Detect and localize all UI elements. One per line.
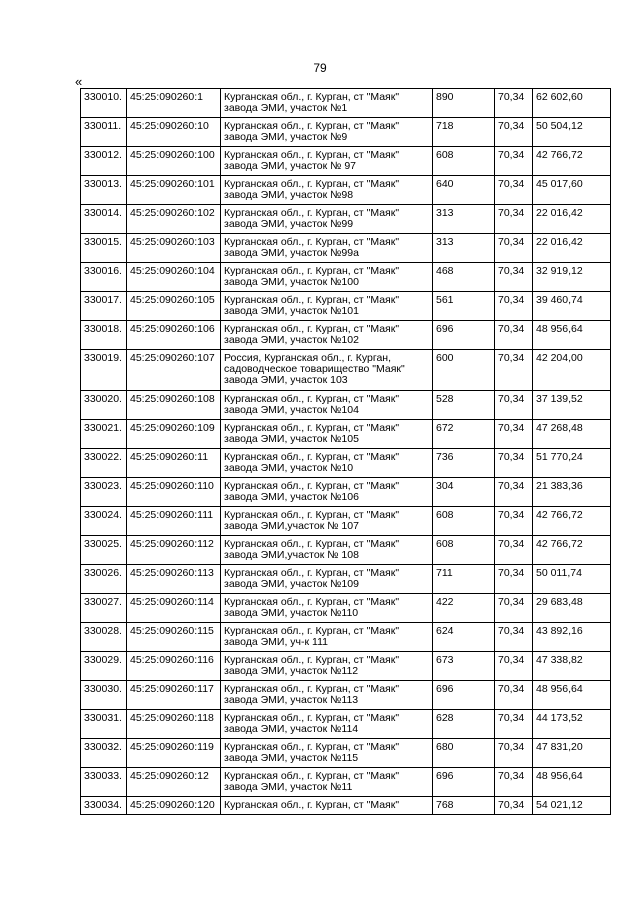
value-cell: 39 460,74 [533,292,611,321]
area-cell: 736 [433,449,495,478]
value-cell: 42 766,72 [533,147,611,176]
area-cell: 304 [433,478,495,507]
row-number-cell: 330023. [81,478,127,507]
rate-cell: 70,34 [495,391,533,420]
table-row [81,710,611,739]
table-row [81,350,611,391]
table-row [81,118,611,147]
row-number-cell: 330016. [81,263,127,292]
row-number-cell: 330013. [81,176,127,205]
table-row [81,565,611,594]
cadastral-number-cell: 45:25:090260:104 [127,263,221,292]
table-row [81,594,611,623]
row-number-cell: 330012. [81,147,127,176]
table-row [81,623,611,652]
table-row [81,536,611,565]
address-cell: Курганская обл., г. Курган, ст "Маяк" завода ЭМИ, участок №100 [221,263,433,292]
value-cell: 51 770,24 [533,449,611,478]
area-cell: 624 [433,623,495,652]
table-row [81,478,611,507]
land-plots-table [80,88,611,815]
cadastral-number-cell: 45:25:090260:11 [127,449,221,478]
address-cell: Курганская обл., г. Курган, ст "Маяк" завода ЭМИ, участок №110 [221,594,433,623]
area-cell: 696 [433,768,495,797]
rate-cell: 70,34 [495,739,533,768]
area-cell: 640 [433,176,495,205]
row-number-cell: 330029. [81,652,127,681]
rate-cell: 70,34 [495,263,533,292]
cadastral-number-cell: 45:25:090260:120 [127,797,221,815]
value-cell: 47 338,82 [533,652,611,681]
cadastral-number-cell: 45:25:090260:12 [127,768,221,797]
address-cell: Курганская обл., г. Курган, ст "Маяк" завода ЭМИ, участок № 97 [221,147,433,176]
row-number-cell: 330018. [81,321,127,350]
cadastral-number-cell: 45:25:090260:114 [127,594,221,623]
table-row [81,205,611,234]
rate-cell: 70,34 [495,292,533,321]
cadastral-number-cell: 45:25:090260:119 [127,739,221,768]
address-cell: Курганская обл., г. Курган, ст "Маяк" завода ЭМИ, участок №102 [221,321,433,350]
address-cell: Курганская обл., г. Курган, ст "Маяк" завода ЭМИ, участок №114 [221,710,433,739]
value-cell: 48 956,64 [533,768,611,797]
cadastral-number-cell: 45:25:090260:10 [127,118,221,147]
cadastral-number-cell: 45:25:090260:113 [127,565,221,594]
rate-cell: 70,34 [495,710,533,739]
cadastral-number-cell: 45:25:090260:116 [127,652,221,681]
area-cell: 718 [433,118,495,147]
cadastral-number-cell: 45:25:090260:117 [127,681,221,710]
value-cell: 22 016,42 [533,205,611,234]
area-cell: 608 [433,147,495,176]
address-cell: Курганская обл., г. Курган, ст "Маяк" завода ЭМИ, участок №109 [221,565,433,594]
rate-cell: 70,34 [495,205,533,234]
rate-cell: 70,34 [495,176,533,205]
value-cell: 47 268,48 [533,420,611,449]
address-cell: Курганская обл., г. Курган, ст "Маяк" завода ЭМИ, участок №113 [221,681,433,710]
area-cell: 672 [433,420,495,449]
row-number-cell: 330011. [81,118,127,147]
cadastral-number-cell: 45:25:090260:112 [127,536,221,565]
area-cell: 711 [433,565,495,594]
table-row [81,507,611,536]
value-cell: 42 204,00 [533,350,611,391]
value-cell: 42 766,72 [533,536,611,565]
rate-cell: 70,34 [495,797,533,815]
table-row [81,147,611,176]
cadastral-number-cell: 45:25:090260:109 [127,420,221,449]
rate-cell: 70,34 [495,681,533,710]
row-number-cell: 330026. [81,565,127,594]
address-cell: Курганская обл., г. Курган, ст "Маяк" завода ЭМИ, участок №105 [221,420,433,449]
cadastral-number-cell: 45:25:090260:1 [127,89,221,118]
value-cell: 42 766,72 [533,507,611,536]
table-row [81,89,611,118]
row-number-cell: 330020. [81,391,127,420]
area-cell: 608 [433,507,495,536]
address-cell: Курганская обл., г. Курган, ст "Маяк" завода ЭМИ, участок №99а [221,234,433,263]
table-row [81,768,611,797]
opening-quote-mark: « [75,74,83,89]
row-number-cell: 330030. [81,681,127,710]
cadastral-number-cell: 45:25:090260:105 [127,292,221,321]
rate-cell: 70,34 [495,321,533,350]
row-number-cell: 330034. [81,797,127,815]
rate-cell: 70,34 [495,478,533,507]
rate-cell: 70,34 [495,89,533,118]
value-cell: 48 956,64 [533,681,611,710]
table-row [81,739,611,768]
cadastral-number-cell: 45:25:090260:107 [127,350,221,391]
area-cell: 468 [433,263,495,292]
area-cell: 673 [433,652,495,681]
cadastral-number-cell: 45:25:090260:115 [127,623,221,652]
address-cell: Курганская обл., г. Курган, ст "Маяк" завода ЭМИ, участок №106 [221,478,433,507]
value-cell: 37 139,52 [533,391,611,420]
rate-cell: 70,34 [495,449,533,478]
rate-cell: 70,34 [495,768,533,797]
cadastral-number-cell: 45:25:090260:111 [127,507,221,536]
table-row [81,449,611,478]
cadastral-number-cell: 45:25:090260:108 [127,391,221,420]
address-cell: Курганская обл., г. Курган, ст "Маяк" завода ЭМИ,участок № 107 [221,507,433,536]
cadastral-number-cell: 45:25:090260:110 [127,478,221,507]
area-cell: 628 [433,710,495,739]
row-number-cell: 330019. [81,350,127,391]
address-cell: Россия, Курганская обл., г. Курган, садоводческое товарищество "Маяк" завода ЭМИ, участок 103 [221,350,433,391]
area-cell: 696 [433,681,495,710]
table-body [81,89,611,815]
row-number-cell: 330033. [81,768,127,797]
cadastral-number-cell: 45:25:090260:103 [127,234,221,263]
rate-cell: 70,34 [495,350,533,391]
rate-cell: 70,34 [495,420,533,449]
row-number-cell: 330027. [81,594,127,623]
address-cell: Курганская обл., г. Курган, ст "Маяк" завода ЭМИ, участок №99 [221,205,433,234]
row-number-cell: 330017. [81,292,127,321]
value-cell: 62 602,60 [533,89,611,118]
rate-cell: 70,34 [495,234,533,263]
value-cell: 32 919,12 [533,263,611,292]
address-cell: Курганская обл., г. Курган, ст "Маяк" завода ЭМИ, участок №112 [221,652,433,681]
row-number-cell: 330015. [81,234,127,263]
rate-cell: 70,34 [495,623,533,652]
table-row [81,292,611,321]
value-cell: 21 383,36 [533,478,611,507]
table-row [81,652,611,681]
area-cell: 561 [433,292,495,321]
rate-cell: 70,34 [495,652,533,681]
area-cell: 313 [433,234,495,263]
table-row [81,263,611,292]
cadastral-number-cell: 45:25:090260:102 [127,205,221,234]
area-cell: 890 [433,89,495,118]
row-number-cell: 330032. [81,739,127,768]
rate-cell: 70,34 [495,507,533,536]
address-cell: Курганская обл., г. Курган, ст "Маяк" завода ЭМИ, участок №98 [221,176,433,205]
value-cell: 50 011,74 [533,565,611,594]
row-number-cell: 330024. [81,507,127,536]
area-cell: 600 [433,350,495,391]
table-row [81,391,611,420]
area-cell: 608 [433,536,495,565]
value-cell: 50 504,12 [533,118,611,147]
table-row [81,681,611,710]
rate-cell: 70,34 [495,594,533,623]
value-cell: 43 892,16 [533,623,611,652]
cadastral-number-cell: 45:25:090260:100 [127,147,221,176]
address-cell: Курганская обл., г. Курган, ст "Маяк" [221,797,433,815]
page-number: 79 [313,61,327,75]
value-cell: 22 016,42 [533,234,611,263]
row-number-cell: 330014. [81,205,127,234]
value-cell: 48 956,64 [533,321,611,350]
value-cell: 54 021,12 [533,797,611,815]
value-cell: 29 683,48 [533,594,611,623]
address-cell: Курганская обл., г. Курган, ст "Маяк" завода ЭМИ, участок №104 [221,391,433,420]
cadastral-number-cell: 45:25:090260:101 [127,176,221,205]
area-cell: 768 [433,797,495,815]
value-cell: 47 831,20 [533,739,611,768]
row-number-cell: 330022. [81,449,127,478]
cadastral-number-cell: 45:25:090260:118 [127,710,221,739]
address-cell: Курганская обл., г. Курган, ст "Маяк" завода ЭМИ, участок №11 [221,768,433,797]
address-cell: Курганская обл., г. Курган, ст "Маяк" завода ЭМИ,участок № 108 [221,536,433,565]
area-cell: 422 [433,594,495,623]
address-cell: Курганская обл., г. Курган, ст "Маяк" завода ЭМИ, уч-к 111 [221,623,433,652]
value-cell: 45 017,60 [533,176,611,205]
address-cell: Курганская обл., г. Курган, ст "Маяк" завода ЭМИ, участок №9 [221,118,433,147]
table-row [81,176,611,205]
table-row [81,420,611,449]
rate-cell: 70,34 [495,147,533,176]
row-number-cell: 330010. [81,89,127,118]
area-cell: 313 [433,205,495,234]
table-row [81,234,611,263]
row-number-cell: 330028. [81,623,127,652]
value-cell: 44 173,52 [533,710,611,739]
area-cell: 696 [433,321,495,350]
row-number-cell: 330031. [81,710,127,739]
address-cell: Курганская обл., г. Курган, ст "Маяк" завода ЭМИ, участок №115 [221,739,433,768]
area-cell: 528 [433,391,495,420]
table-row [81,797,611,815]
rate-cell: 70,34 [495,565,533,594]
rate-cell: 70,34 [495,536,533,565]
cadastral-number-cell: 45:25:090260:106 [127,321,221,350]
address-cell: Курганская обл., г. Курган, ст "Маяк" завода ЭМИ, участок №1 [221,89,433,118]
row-number-cell: 330025. [81,536,127,565]
row-number-cell: 330021. [81,420,127,449]
area-cell: 680 [433,739,495,768]
rate-cell: 70,34 [495,118,533,147]
address-cell: Курганская обл., г. Курган, ст "Маяк" завода ЭМИ, участок №10 [221,449,433,478]
table-row [81,321,611,350]
address-cell: Курганская обл., г. Курган, ст "Маяк" завода ЭМИ, участок №101 [221,292,433,321]
